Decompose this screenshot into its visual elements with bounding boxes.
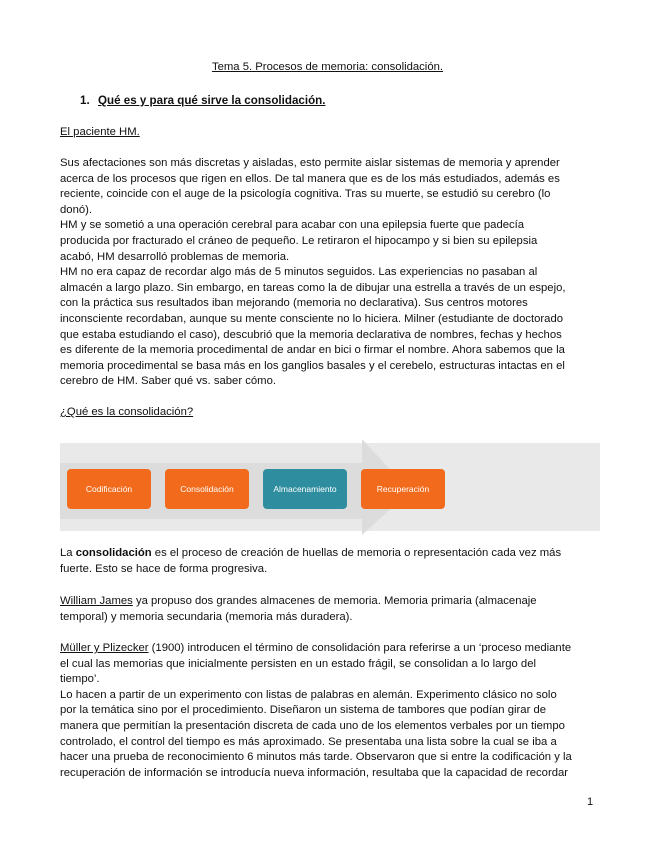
paragraph-line: reciente, coincide con el auge de la psicología cognitiva. Tras su muerte, se estudió su cerebro (lo: [60, 188, 551, 201]
paragraph-line: hacer una prueba de reconocimiento 6 minutos más tarde. Observaron que si entre la codificación y la: [60, 751, 572, 764]
paragraph-line: Sus afectaciones son más discretas y aisladas, esto permite aislar sistemas de memoria y aprender: [60, 157, 560, 169]
stage-label-consolidacion: Consolidación: [180, 484, 234, 494]
paragraph-line: que estaba estudiando el caso), descubrió que la memoria declarativa de nombres, fechas y hechos: [60, 328, 562, 341]
paragraph-line: es diferente de la memoria procedimental de andar en bici o firmar el nombre. Ahora sabemos que la: [60, 344, 565, 357]
stage-label-almacenamiento: Almacenamiento: [273, 484, 337, 494]
section-number: 1.: [80, 94, 90, 107]
paragraph-line: almacén a largo plazo. Sin embargo, en tareas como la de dibujar una estrella a través de un espejo,: [60, 281, 566, 294]
paragraph-line: por la temática sino por el procedimiento. Diseñaron un sistema de tambores que podían girar de: [60, 704, 547, 717]
paragraph-line: inconsciente recordaban, aunque su mente consciente no lo hiciera. Milner (estudiante de doctorado: [60, 312, 564, 325]
paragraph-line: con la práctica sus resultados iban mejorando (memoria no declarativa). Sus centros motores: [60, 297, 528, 310]
definition-paragraph: [60, 546, 597, 577]
text-run: es el proceso de creación de huellas de memoria o representación cada vez más: [151, 547, 562, 559]
text-run: (1900) introducen el término de consolidación para referirse a un ‘proceso mediante: [148, 642, 572, 654]
text-run: La: [60, 547, 76, 559]
paragraph-line: [60, 546, 597, 562]
paragraph-line: recuperación de información se introducía nueva información, resultaba que la capacidad de recordar: [60, 766, 569, 779]
paragraph-line: HM no era capaz de recordar algo más de 5 minutos seguidos. Las experiencias no pasaban al: [60, 266, 538, 279]
memory-process-diagram: [60, 437, 600, 542]
page-number: 1: [587, 796, 594, 808]
hm-paragraph: [60, 156, 597, 390]
subheading-consolidacion: ¿Qué es la consolidación?: [60, 406, 194, 418]
paragraph-line: acabó, HM desarrolló problemas de memoria.: [60, 250, 290, 263]
text-run: ya propuso dos grandes almacenes de memoria. Memoria primaria (almacenaje: [132, 595, 537, 607]
paragraph-line: temporal) y memoria secundaria (memoria más duradera).: [60, 610, 353, 623]
term-consolidacion: consolidación: [75, 547, 152, 559]
document-title: Tema 5. Procesos de memoria: consolidación.: [211, 61, 444, 73]
stage-label-codificacion: Codificación: [85, 484, 133, 494]
paragraph-line: [60, 641, 597, 657]
author-william-james: William James: [60, 595, 133, 607]
muller-paragraph: [60, 641, 597, 781]
section-heading: [80, 93, 325, 109]
paragraph-line: controlado, el control del tiempo es más aproximado. Se presentaba una lista sobre la cual se iba a: [60, 735, 557, 748]
paragraph-line: fuerte. Esto se hace de forma progresiva.: [60, 562, 268, 575]
paragraph-line: cerebro de HM. Saber qué vs. saber cómo.: [60, 375, 276, 388]
paragraph-line: HM y se sometió a una operación cerebral para acabar con una epilepsia fuerte que padecía: [60, 219, 525, 232]
paragraph-line: [60, 594, 597, 610]
paragraph-line: producida por fracturado el cráneo de pequeño. Le retiraron el hipocampo y si bien su epilepsia: [60, 234, 538, 247]
stage-label-recuperacion: Recuperación: [376, 484, 430, 494]
paragraph-line: el cual las memorias que inicialmente persisten en un estado frágil, se consolidan a lo largo del: [60, 657, 536, 670]
paragraph-line: memoria procedimental se basa más en los ganglios basales y el cerebelo, estructuras intactas en el: [60, 359, 565, 372]
paragraph-line: acerca de los procesos que rigen en ellos. De tal manera que es de los más estudiados, además es: [60, 172, 560, 185]
paragraph-line: donó).: [60, 203, 93, 216]
paragraph-line: Lo hacen a partir de un experimento con listas de palabras en alemán. Experimento clásico no solo: [60, 688, 557, 701]
process-arrow-diagram: [60, 437, 600, 537]
paragraph-line: tiempo’.: [60, 673, 100, 686]
author-muller-plizecker: Müller y Plizecker: [60, 642, 149, 654]
paragraph-line: manera que permitían la presentación discreta de cada uno de los elementos verbales por un tiempo: [60, 719, 565, 732]
james-paragraph: [60, 594, 597, 625]
section-title: Qué es y para qué sirve la consolidación.: [98, 94, 326, 107]
subheading-hm: El paciente HM.: [60, 126, 140, 138]
